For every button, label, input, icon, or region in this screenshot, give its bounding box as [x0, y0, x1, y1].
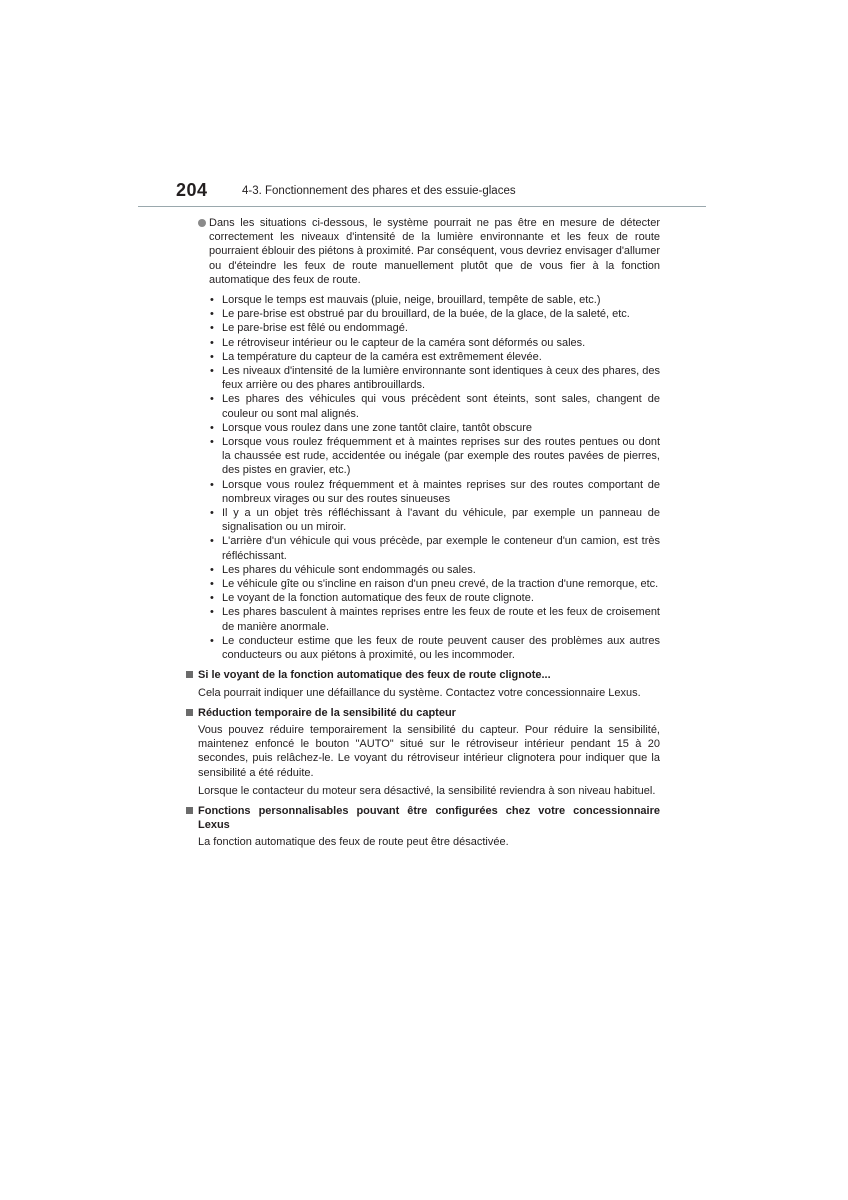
section-indicator-blinking: [186, 668, 660, 699]
section-heading: Réduction temporaire de la sensibilité du capteur: [186, 706, 660, 720]
bullet-dot-icon: •: [210, 578, 214, 591]
section-sensitivity-reduction: [186, 706, 660, 798]
section-body: [186, 723, 660, 798]
circle-bullet-icon: [198, 219, 206, 227]
list-item: • Le pare-brise est fêlé ou endommagé.: [210, 322, 408, 335]
list-item: • Lorsque vous roulez fréquemment et à maintes reprises sur des routes comportant de nombreux virages ou sur des routes sinueuses: [210, 478, 660, 505]
bullet-dot-icon: •: [210, 421, 214, 434]
conditions-list: [186, 293, 660, 662]
section-body: [186, 835, 660, 849]
list-item: • Le rétroviseur intérieur ou le capteur de la caméra sont déformés ou sales.: [210, 336, 586, 349]
bullet-dot-icon: •: [210, 322, 214, 335]
bullet-dot-icon: •: [210, 606, 214, 619]
section-heading: Si le voyant de la fonction automatique des feux de route clignote...: [186, 668, 660, 682]
bullet-dot-icon: •: [210, 507, 214, 520]
list-item: • Lorsque le temps est mauvais (pluie, neige, brouillard, tempête de sable, etc.): [210, 294, 601, 307]
list-item: • Le voyant de la fonction automatique des feux de route clignote.: [210, 592, 534, 605]
section-body: [186, 686, 660, 700]
bullet-dot-icon: •: [210, 634, 214, 647]
bullet-dot-icon: •: [210, 336, 214, 349]
bullet-dot-icon: •: [210, 294, 214, 307]
bullet-dot-icon: •: [210, 393, 214, 406]
bullet-dot-icon: •: [210, 563, 214, 576]
list-item: • Il y a un objet très réfléchissant à l'avant du véhicule, par exemple un panneau de signalisation ou un miroir.: [210, 507, 660, 534]
bullet-dot-icon: •: [210, 592, 214, 605]
list-item: • Les phares basculent à maintes reprises entre les feux de route et les feux de croisement de manière anormale.: [210, 606, 660, 633]
list-item: • La température du capteur de la caméra est extrêmement élevée.: [210, 350, 542, 363]
section-customizable-functions: [186, 804, 660, 850]
list-item: • Le conducteur estime que les feux de route peuvent causer des problèmes aux autres conducteurs ou aux piétons à proximité, ou les incommoder.: [210, 634, 660, 662]
section-title: 4-3. Fonctionnement des phares et des essuie-glaces: [242, 185, 516, 197]
paragraph: Vous pouvez réduire temporairement la sensibilité du capteur. Pour réduire la sensibilité, maintenez enfoncé le bouton "AUTO" situé sur le rétroviseur intérieur pendant 15 à 20 secondes, puis relâchez-le. Le voyant du rétroviseur intérieur clignotera pour indiquer que la sensibilité a été réduite.: [198, 723, 660, 779]
bullet-dot-icon: •: [210, 535, 214, 548]
list-item: • Le véhicule gîte ou s'incline en raison d'un pneu crevé, de la traction d'une remorque, etc.: [210, 578, 659, 591]
square-bullet-icon: [186, 671, 193, 678]
paragraph: La fonction automatique des feux de route peut être désactivée.: [198, 836, 509, 849]
list-item: • Lorsque vous roulez dans une zone tantôt claire, tantôt obscure: [210, 421, 533, 434]
paragraph: Cela pourrait indiquer une défaillance du système. Contactez votre concessionnaire Lexus.: [198, 686, 641, 699]
bullet-dot-icon: •: [210, 478, 214, 491]
bullet-dot-icon: •: [210, 436, 214, 449]
list-item: • Lorsque vous roulez fréquemment et à maintes reprises sur des routes pentues ou dont la chaussée est rude, accidentée ou inégale (par exemple des routes pavées de pierres, des pistes en gravier, etc.): [210, 436, 660, 477]
square-bullet-icon: [186, 709, 193, 716]
list-item: • L'arrière d'un véhicule qui vous précède, par exemple le conteneur d'un camion, est très réfléchissant.: [210, 535, 660, 562]
list-item: • Le pare-brise est obstrué par du brouillard, de la buée, de la glace, de la saleté, etc.: [210, 308, 630, 321]
intro-text: Dans les situations ci-dessous, le système pourrait ne pas être en mesure de détecter correctement les niveaux d'intensité de la lumière environnante et les feux de route pourraient éblouir des piétons à proximité. Par conséquent, vous devriez envisager d'allumer ou d'éteindre les feux de route manuellement plutôt que de vous fier à la fonction automatique des feux de route.: [209, 217, 660, 286]
bullet-dot-icon: •: [210, 308, 214, 321]
bullet-dot-icon: •: [210, 350, 214, 363]
list-item: • Les phares du véhicule sont endommagés ou sales.: [210, 563, 476, 576]
bullet-dot-icon: •: [210, 365, 214, 378]
list-item: • Les niveaux d'intensité de la lumière environnante sont identiques à ceux des phares, des feux arrière ou des phares antibrouillards.: [210, 365, 660, 392]
paragraph: Lorsque le contacteur du moteur sera désactivé, la sensibilité reviendra à son niveau habituel.: [198, 784, 656, 797]
intro-note: [186, 216, 660, 287]
page-content: [186, 216, 660, 850]
list-item: • Les phares des véhicules qui vous précèdent sont éteints, sont sales, changent de couleur ou sont mal alignés.: [210, 393, 660, 420]
square-bullet-icon: [186, 807, 193, 814]
page-number: 204: [176, 180, 208, 200]
section-heading: Fonctions personnalisables pouvant être configurées chez votre concessionnaire Lexus: [186, 804, 660, 832]
header-rule: [138, 206, 706, 207]
